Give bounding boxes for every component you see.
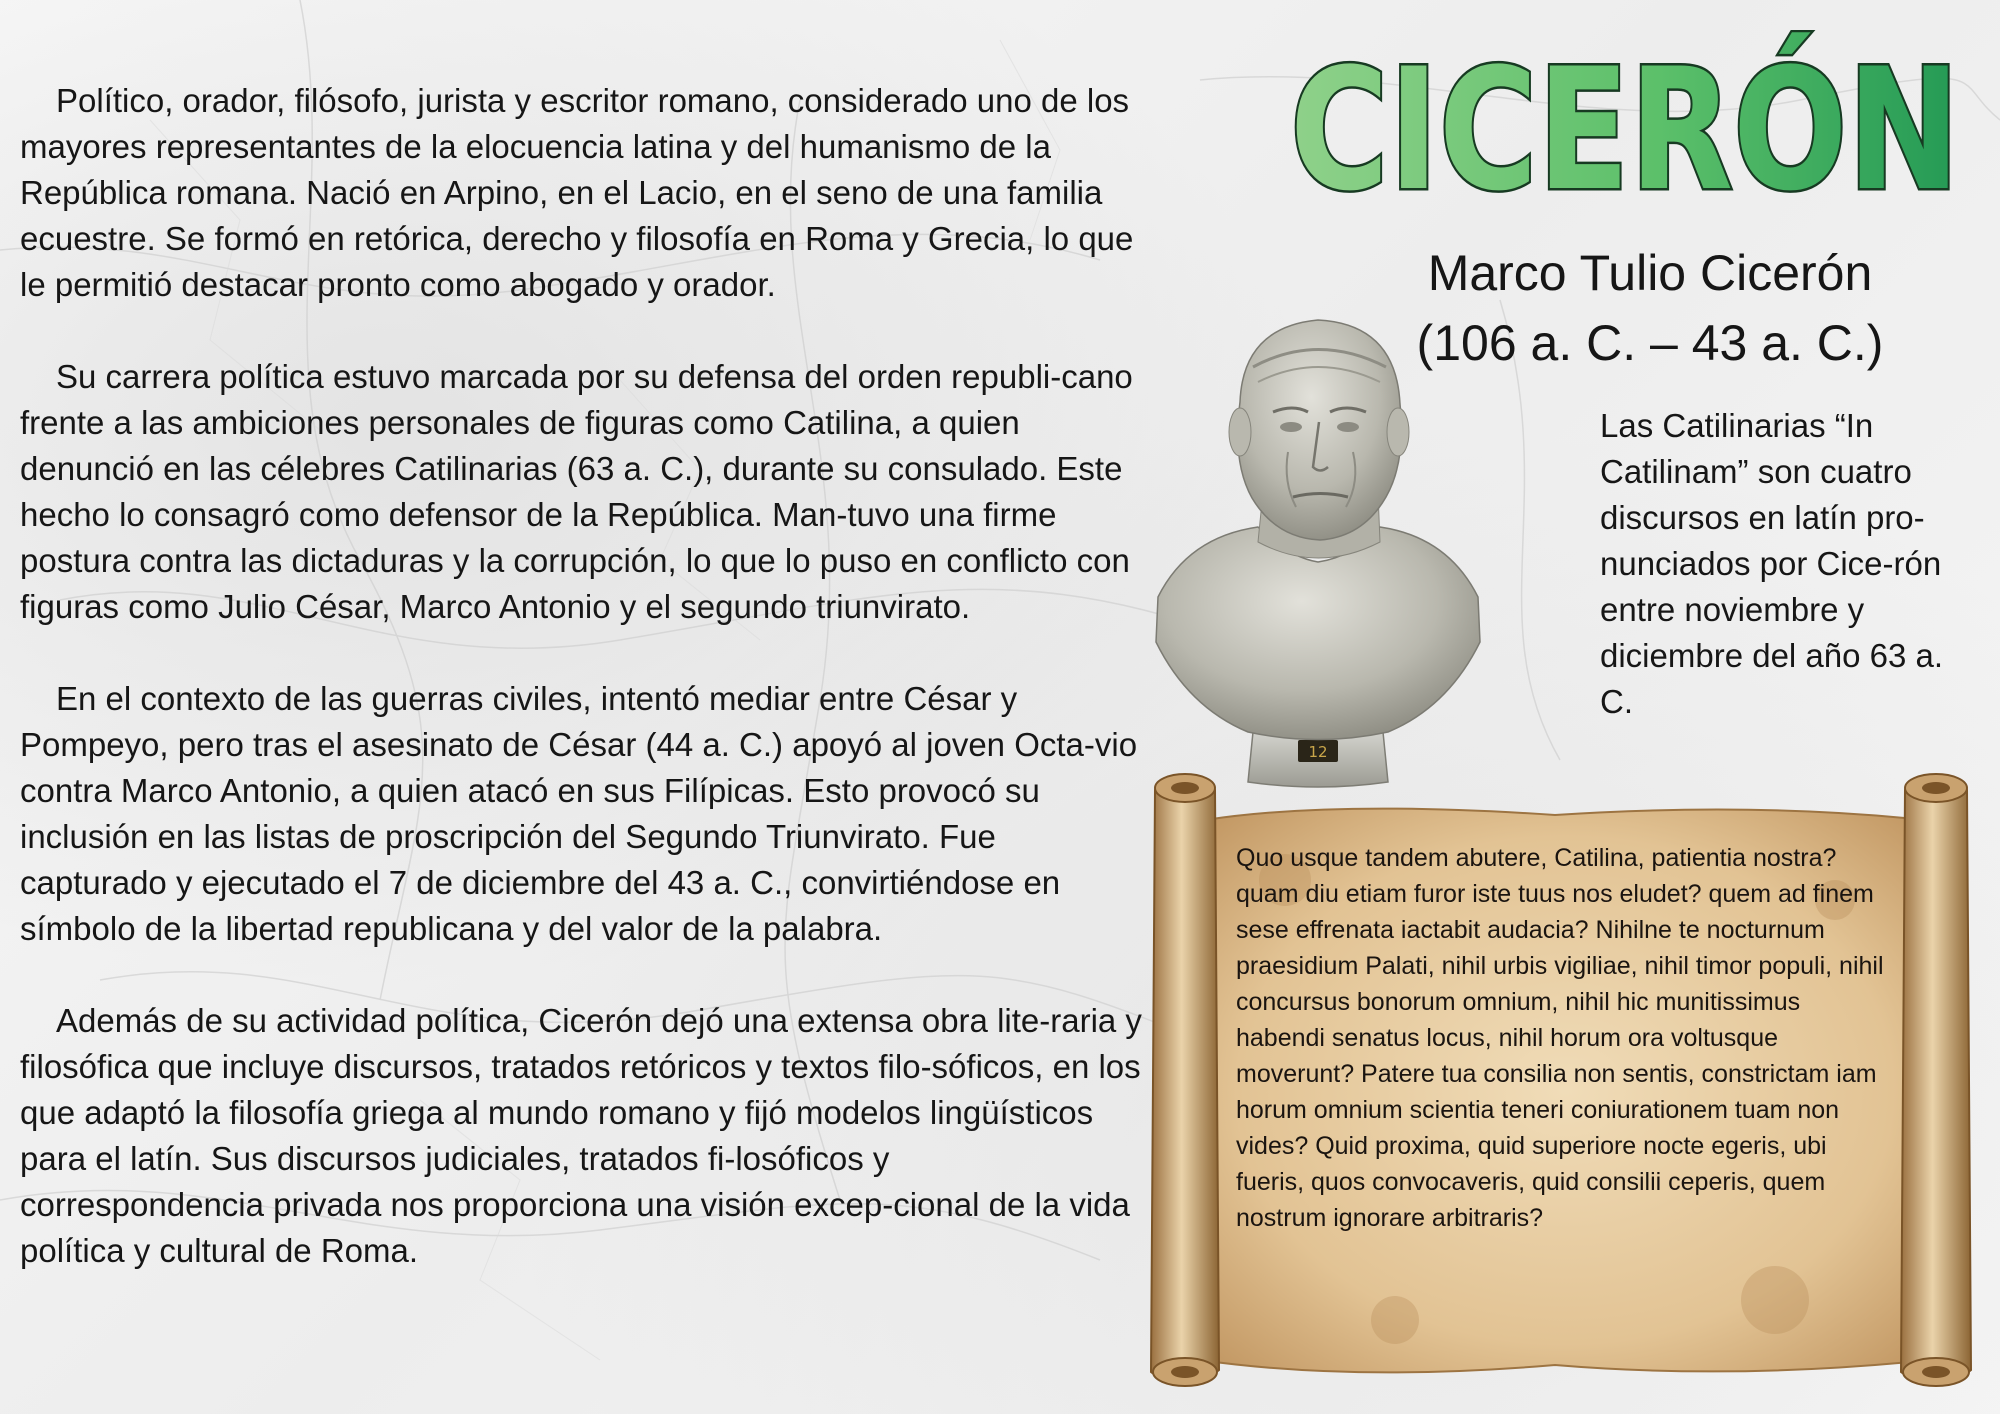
paragraph-civil-wars: En el contexto de las guerras civiles, intentó mediar entre César y Pompeyo, pero tras el asesinato de César (44 a. C.) apoyó al joven Octa-vio contra Marco Antonio, a quien atacó en sus Filípicas. Esto provocó su inclusión en las listas de proscripción del Segundo Triunvirato. Fue capturado y ejecutado el 7 de diciembre del 43 a. C., convirtiéndose en símbolo de la libertad republicana y del valor de la palabra. — [20, 680, 1138, 947]
page-title — [1280, 30, 1970, 220]
title-text: CICERÓN — [1290, 32, 1960, 220]
biography-text — [20, 78, 1142, 1320]
catilinarias-note: Las Catilinarias “In Catilinam” son cuatro discursos en latín pro-nunciados por Cice-rón entre noviembre y diciembre del año 63 a. C. — [1600, 407, 1944, 720]
subtitle-name: Marco Tulio Cicerón — [1427, 245, 1873, 301]
paragraph-politics: Su carrera política estuvo marcada por su defensa del orden republi-cano frente a las ambiciones personales de figuras como Catilina, a quien denunció en las célebres Catilinarias (63 a. C.), durante su consulado. Este hecho lo consagró como defensor de la República. Man-tuvo una firme postura contra las dictaduras y la corrupción, lo que lo puso en conflicto con figuras como Julio César, Marco Antonio y el segundo triunvirato. — [20, 358, 1133, 625]
catilinarias-latin-quote: Quo usque tandem abutere, Catilina, patientia nostra? quam diu etiam furor iste tuus nos eludet? quem ad finem sese effrenata iactabit audacia? Nihilne te nocturnum praesidium Palati, nihil urbis vigiliae, nihil timor populi, nihil concursus bonorum omnium, nihil hic munitissimus habendi senatus locus, nihil horum ora voltusque moverunt? Patere tua consilia non sentis, constrictam iam horum omnium scientia teneri coniurationem tuam non vides? Quid proxima, quid superiore nocte egeris, ubi fueris, quos convocaveris, quid consilii ceperis, quem nostrum ignorare arbitraris? — [1236, 844, 1884, 1232]
paragraph-intro: Político, orador, filósofo, jurista y escritor romano, considerado uno de los mayores representantes de la elocuencia latina y del humanismo de la República romana. Nació en Arpino, en el Lacio, en el seno de una familia ecuestre. Se formó en retórica, derecho y filosofía en Roma y Grecia, lo que le permitió destacar pronto como abogado y orador. — [20, 82, 1134, 303]
subtitle-dates: (106 a. C. – 43 a. C.) — [1416, 315, 1884, 371]
paragraph-literary-work: Además de su actividad política, Cicerón dejó una extensa obra lite-raria y filosófica que incluye discursos, tratados retóricos y textos filo-sóficos, en los que adaptó la filosofía griega al mundo romano y fijó modelos lingüísticos para el latín. Sus discursos judiciales, tratados fi-losóficos y correspondencia privada nos proporciona una visión excep-cional de la vida política y cultural de Roma. — [20, 1002, 1142, 1269]
bust-number-label: 12 — [1308, 743, 1328, 761]
cicero-bust-image — [1148, 312, 1488, 792]
